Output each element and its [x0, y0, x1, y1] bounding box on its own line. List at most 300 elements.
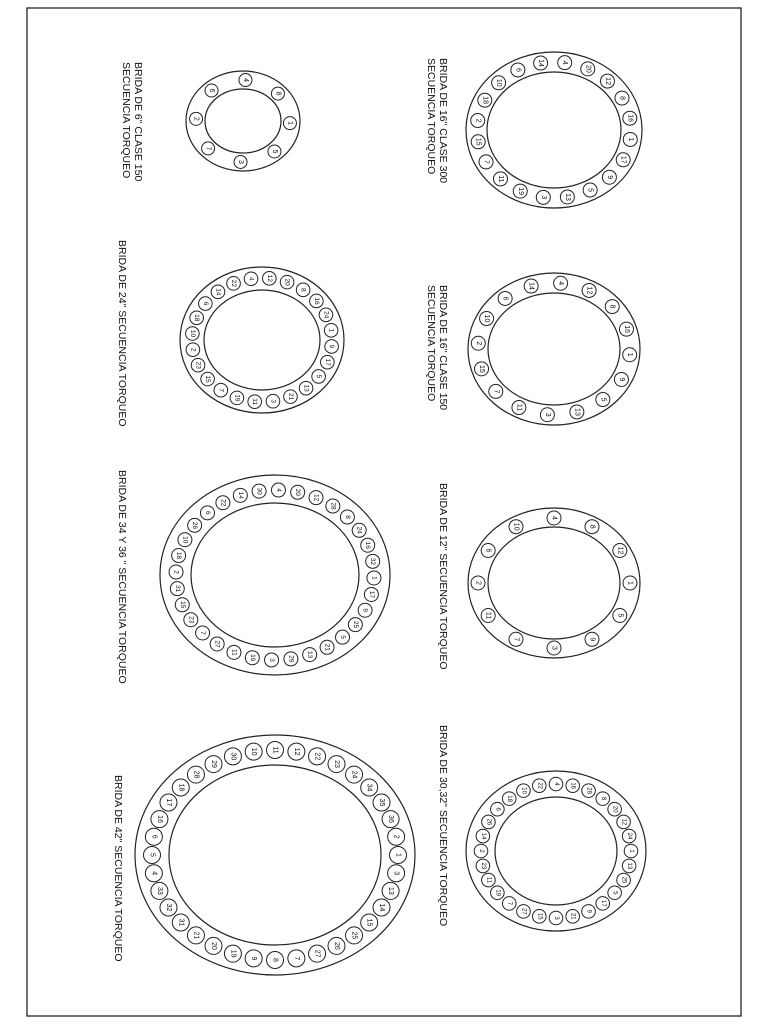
bolt-hole [623, 348, 637, 362]
bolt-sequence-number: 32 [164, 903, 172, 912]
bolt-sequence-number: 22 [313, 752, 321, 761]
bolt-sequence-number: 15 [204, 375, 212, 383]
bolt-hole [596, 393, 610, 407]
bolt-sequence-number: 19 [233, 394, 241, 402]
bolt-hole [624, 844, 638, 858]
bolt-hole [205, 84, 218, 97]
bolt-hole [191, 358, 205, 372]
bolt-hole [502, 897, 516, 911]
bolt-sequence-number: 21 [286, 393, 294, 401]
bolt-hole [388, 865, 405, 882]
bolt-sequence-number: 15 [474, 137, 482, 146]
bolt-sequence-number: 16 [626, 114, 634, 123]
bolt-sequence-number: 2 [192, 116, 200, 121]
bolt-hole [190, 311, 204, 325]
bolt-sequence-number: 20 [210, 942, 217, 950]
bolt-sequence-number: 19 [248, 654, 256, 662]
bolt-sequence-number: 7 [482, 159, 490, 164]
bolt-hole [312, 370, 326, 384]
bolt-hole [299, 381, 313, 395]
bolt-hole [494, 172, 508, 186]
bolt-sequence-number: 16 [312, 297, 320, 305]
bolt-sequence-number: 10 [181, 536, 189, 544]
bolt-hole [382, 882, 399, 899]
bolt-sequence-number: 23 [333, 760, 340, 768]
bolt-sequence-number: 2 [189, 347, 197, 352]
bolt-sequence-number: 6 [201, 301, 209, 306]
bolt-hole [284, 390, 298, 404]
bolt-sequence-number: 3 [553, 916, 559, 920]
bolt-sequence-number: 12 [265, 274, 273, 282]
bolt-hole [558, 56, 572, 70]
bolt-sequence-number: 2 [392, 834, 400, 839]
bolt-hole [172, 549, 186, 563]
bolt-sequence-number: 8 [274, 91, 282, 96]
bolt-hole [244, 272, 258, 286]
bolt-hole [585, 632, 599, 646]
bolt-sequence-number: 10 [250, 747, 258, 756]
flange-drawing [180, 267, 344, 413]
flange-drawing [160, 475, 390, 675]
bolt-sequence-number: 19 [229, 949, 237, 958]
flange-16in-class150 [425, 273, 640, 425]
bolt-hole [549, 777, 563, 791]
flange-bore-edge [487, 72, 621, 188]
bolt-sequence-number: 27 [313, 949, 321, 958]
bolt-sequence-number: 7 [506, 901, 513, 906]
bolt-hole [605, 300, 619, 314]
bolt-sequence-number: 2 [478, 849, 484, 853]
bolt-hole [326, 499, 340, 513]
flange-label-line: BRIDA DE 42" SECUENCIA TORQUEO [112, 775, 124, 962]
bolt-hole [596, 792, 610, 806]
bolt-hole [280, 275, 294, 289]
bolt-hole [175, 598, 189, 612]
bolt-hole [245, 950, 262, 967]
flange-bore-edge [201, 290, 323, 390]
bolt-hole [616, 153, 630, 167]
bolt-sequence-number: 4 [561, 60, 569, 65]
bolt-sequence-number: 18 [481, 96, 489, 105]
bolt-hole [266, 394, 280, 408]
bolt-hole [196, 626, 210, 640]
bolt-hole [566, 779, 580, 793]
bolt-hole [303, 648, 317, 662]
flange-drawing [186, 71, 300, 171]
bolt-sequence-number: 7 [512, 637, 520, 642]
bolt-hole [361, 914, 378, 931]
bolt-hole [613, 544, 627, 558]
bolt-sequence-number: 24 [626, 832, 633, 840]
bolt-hole [582, 784, 596, 798]
bolt-hole [320, 640, 334, 654]
bolt-hole [614, 372, 628, 386]
bolt-sequence-number: 8 [608, 304, 616, 309]
bolt-sequence-number: 26 [485, 818, 492, 826]
bolt-hole [205, 937, 222, 954]
bolt-sequence-number: 4 [241, 78, 249, 83]
bolt-hole [608, 886, 622, 900]
bolt-hole [230, 391, 244, 405]
bolt-hole [186, 327, 200, 341]
bolt-sequence-number: 11 [515, 403, 523, 412]
bolt-sequence-number: 12 [292, 747, 300, 756]
flange-label [437, 483, 449, 670]
bolt-sequence-number: 19 [516, 187, 524, 196]
bolt-hole [309, 491, 323, 505]
bolt-hole [263, 272, 277, 286]
flange-drawing [468, 508, 640, 658]
bolt-hole [623, 132, 637, 146]
bolt-hole [608, 802, 622, 816]
bolt-hole [617, 873, 631, 887]
bolt-hole [596, 897, 610, 911]
bolt-sequence-number: 9 [585, 909, 592, 914]
bolt-sequence-number: 13 [626, 862, 633, 870]
bolt-sequence-number: 19 [494, 889, 501, 897]
bolt-sequence-number: 14 [479, 832, 486, 840]
bolt-hole [214, 383, 228, 397]
bolt-hole [245, 651, 259, 665]
bolt-hole [352, 523, 366, 537]
bolt-hole [533, 779, 547, 793]
bolt-sequence-number: 15 [178, 601, 186, 609]
flange-12in [437, 483, 640, 670]
flange-label-line: BRIDA DE 6" CLASE 150 [132, 62, 144, 182]
bolt-sequence-number: 31 [173, 585, 181, 593]
bolt-sequence-number: 12 [616, 546, 624, 555]
bolt-sequence-number: 16 [155, 815, 163, 823]
bolt-hole [227, 645, 241, 659]
bolt-sequence-number: 17 [599, 900, 606, 907]
bolt-sequence-number: 8 [299, 288, 307, 292]
bolt-hole [234, 155, 247, 168]
bolt-hole [489, 384, 503, 398]
bolt-hole [600, 74, 614, 88]
bolt-sequence-number: 1 [394, 853, 402, 857]
bolt-hole [479, 155, 493, 169]
bolt-hole [328, 937, 345, 954]
flange-drawing [135, 735, 415, 975]
bolt-sequence-number: 26 [333, 942, 340, 950]
bolt-sequence-number: 6 [208, 88, 216, 93]
bolt-sequence-number: 5 [611, 891, 618, 895]
flange-34-36in [116, 470, 390, 684]
bolt-hole [319, 308, 333, 322]
bolt-sequence-number: 9 [328, 344, 336, 349]
bolt-sequence-number: 13 [306, 650, 314, 659]
bolt-hole [144, 847, 161, 864]
bolt-hole [533, 910, 547, 924]
bolt-hole [554, 276, 568, 290]
bolt-sequence-number: 21 [323, 643, 331, 651]
bolt-hole [566, 910, 580, 924]
bolt-hole [187, 766, 204, 783]
bolt-hole [309, 748, 326, 765]
bolt-hole [513, 184, 527, 198]
bolt-hole [170, 582, 184, 596]
bolt-hole [184, 613, 198, 627]
bolt-hole [491, 802, 505, 816]
bolt-hole [491, 886, 505, 900]
bolt-hole [321, 355, 335, 369]
bolt-hole [471, 576, 485, 590]
flange-6in-class150 [120, 62, 300, 184]
bolt-sequence-number: 25 [351, 621, 359, 629]
bolt-hole [476, 859, 490, 873]
bolt-sequence-number: 4 [247, 276, 255, 281]
bolt-hole [373, 794, 390, 811]
bolt-hole [498, 291, 512, 305]
bolt-hole [288, 950, 305, 967]
flange-label-line: BRIDA DE 24" SECUENCIA TORQUEO [116, 240, 128, 427]
bolt-hole [475, 362, 489, 376]
bolt-sequence-number: 3 [550, 646, 558, 650]
bolt-sequence-number: 18 [193, 314, 201, 322]
bolt-hole [619, 322, 633, 336]
bolt-hole [160, 794, 177, 811]
bolt-hole [373, 899, 390, 916]
bolt-sequence-number: 14 [378, 903, 386, 912]
bolt-sequence-number: 6 [484, 548, 492, 553]
bolt-sequence-number: 16 [622, 325, 630, 334]
flange-label-line: SECUENCIA TORQUEO [425, 285, 437, 402]
bolt-sequence-number: 2 [474, 341, 482, 346]
bolt-sequence-number: 11 [485, 876, 492, 884]
bolt-hole [367, 571, 381, 585]
bolt-sequence-number: 9 [250, 956, 258, 961]
bolt-sequence-number: 1 [626, 352, 634, 357]
bolt-sequence-number: 6 [514, 68, 522, 72]
bolt-sequence-number: 24 [322, 311, 330, 319]
bolt-sequence-number: 16 [569, 782, 576, 790]
bolt-sequence-number: 14 [537, 59, 545, 67]
flange-30-32in [437, 725, 646, 931]
bolt-sequence-number: 1 [327, 328, 335, 333]
bolt-hole [205, 756, 222, 773]
bolt-sequence-number: 11 [271, 746, 279, 754]
bolt-sequence-number: 9 [605, 175, 613, 180]
bolt-hole [480, 312, 494, 326]
bolt-sequence-number: 10 [495, 78, 503, 87]
bolt-sequence-number: 6 [203, 511, 211, 515]
flange-outer-edge [468, 273, 640, 425]
bolt-hole [471, 114, 485, 128]
bolt-hole [288, 743, 305, 760]
bolt-hole [346, 927, 363, 944]
bolt-hole [509, 632, 523, 646]
bolt-hole [622, 829, 636, 843]
flange-label [116, 470, 128, 684]
bolt-sequence-number: 36 [387, 815, 395, 823]
bolt-sequence-number: 17 [619, 155, 627, 164]
bolt-sequence-number: 5 [586, 188, 594, 192]
bolt-hole [509, 520, 523, 534]
bolt-sequence-number: 9 [588, 637, 596, 642]
bolt-sequence-number: 9 [617, 377, 625, 382]
bolt-sequence-number: 1 [628, 849, 634, 853]
bolt-hole [524, 279, 538, 293]
bolt-sequence-number: 12 [603, 77, 611, 85]
bolt-hole [382, 811, 399, 828]
bolt-hole [346, 766, 363, 783]
bolt-sequence-number: 35 [378, 798, 386, 807]
bolt-hole [267, 952, 284, 969]
bolt-sequence-number: 33 [155, 887, 163, 895]
bolt-sequence-number: 1 [626, 137, 634, 142]
bolt-hole [583, 183, 597, 197]
bolt-sequence-number: 27 [520, 908, 527, 915]
bolt-sequence-number: 7 [492, 389, 500, 394]
flange-label-line: BRIDA DE 16" CLASE 300 [437, 58, 449, 184]
bolt-hole [623, 111, 637, 125]
bolt-hole [478, 93, 492, 107]
bolt-sequence-number: 31 [177, 918, 185, 927]
bolt-sequence-number: 13 [302, 384, 310, 392]
flange-42in [112, 735, 415, 975]
bolt-hole [309, 945, 326, 962]
flange-drawing [468, 273, 640, 425]
bolt-hole [284, 652, 298, 666]
flange-label-line: BRIDA DE 16" CLASE 150 [437, 285, 449, 411]
bolt-sequence-number: 5 [270, 149, 278, 154]
bolt-sequence-number: 22 [230, 279, 238, 287]
flange-label-line: SECUENCIA TORQUEO [425, 58, 437, 175]
flange-label [425, 58, 449, 186]
bolt-hole [582, 283, 596, 297]
bolt-hole [502, 792, 516, 806]
bolt-hole [560, 190, 574, 204]
flange-bore-edge [495, 797, 617, 905]
flange-24in [116, 240, 344, 427]
bolt-hole [160, 899, 177, 916]
bolt-sequence-number: 10 [512, 522, 520, 531]
bolt-sequence-number: 10 [483, 314, 491, 323]
bolt-sequence-number: 32 [369, 557, 377, 565]
bolt-sequence-number: 2 [172, 570, 180, 574]
bolt-hole [471, 135, 485, 149]
bolt-hole [233, 488, 247, 502]
bolt-sequence-number: 1 [370, 576, 378, 580]
bolt-sequence-number: 3 [543, 412, 551, 417]
bolt-hole [296, 283, 310, 297]
bolt-sequence-number: 13 [573, 408, 581, 416]
bolt-sequence-number: 10 [520, 787, 527, 794]
flange-bore-edge [488, 293, 620, 405]
bolt-hole [151, 811, 168, 828]
flange-outer-edge [466, 52, 642, 208]
bolt-sequence-number: 13 [387, 887, 395, 895]
flange-label [116, 240, 128, 427]
flange-label [112, 775, 124, 962]
bolt-hole [388, 828, 405, 845]
bolt-sequence-number: 5 [339, 635, 347, 639]
bolt-hole [582, 905, 596, 919]
flange-label [120, 62, 144, 184]
bolt-hole [186, 343, 200, 357]
bolt-hole [291, 485, 305, 499]
bolt-sequence-number: 2 [474, 118, 482, 123]
bolt-sequence-number: 1 [286, 121, 294, 126]
bolt-hole [581, 62, 595, 76]
bolt-sequence-number: 30 [229, 752, 237, 761]
bolt-hole [267, 742, 284, 759]
bolt-hole [145, 828, 162, 845]
bolt-sequence-number: 5 [148, 853, 156, 857]
bolt-sequence-number: 3 [539, 195, 547, 200]
bolt-hole [201, 372, 215, 386]
flange-16in-class300 [425, 52, 642, 208]
flange-outer-edge [466, 771, 646, 931]
bolt-sequence-number: 24 [350, 770, 358, 779]
bolt-hole [151, 882, 168, 899]
bolt-hole [172, 914, 189, 931]
bolt-sequence-number: 9 [361, 608, 369, 613]
bolt-hole [476, 829, 490, 843]
bolt-hole [348, 618, 362, 632]
bolt-sequence-number: 8 [271, 958, 279, 962]
flange-bore-edge [191, 503, 359, 647]
bolt-sequence-number: 14 [527, 282, 535, 290]
bolt-hole [210, 637, 224, 651]
bolt-hole [511, 63, 525, 77]
bolt-sequence-number: 25 [620, 876, 627, 884]
bolt-hole [540, 408, 554, 422]
bolt-sequence-number: 11 [484, 611, 492, 620]
bolt-sequence-number: 22 [536, 782, 543, 790]
flange-label-line: BRIDA DE 30,32" SECUENCIA TORQUEO [437, 725, 449, 927]
bolt-sequence-number: 3 [392, 871, 400, 876]
bolt-sequence-number: 12 [620, 818, 627, 826]
bolt-hole [547, 511, 561, 525]
flange-outer-edge [468, 508, 640, 658]
bolt-hole [471, 336, 485, 350]
bolt-sequence-number: 28 [192, 770, 200, 779]
bolt-hole [190, 112, 203, 125]
flange-label-line: BRIDA DE 12" SECUENCIA TORQUEO [437, 483, 449, 670]
bolt-sequence-number: 3 [237, 159, 245, 164]
bolt-sequence-number: 22 [219, 499, 227, 507]
bolt-hole [481, 609, 495, 623]
bolt-hole [534, 56, 548, 70]
bolt-sequence-number: 12 [585, 286, 593, 295]
bolt-sequence-number: 23 [194, 361, 202, 369]
bolt-sequence-number: 20 [294, 488, 302, 496]
bolt-sequence-number: 15 [536, 912, 543, 920]
bolt-sequence-number: 4 [274, 488, 282, 492]
flange-outer-edge [135, 735, 415, 975]
bolt-sequence-number: 11 [497, 175, 505, 183]
bolt-hole [547, 641, 561, 655]
bolt-hole [169, 565, 183, 579]
bolt-sequence-number: 13 [563, 193, 571, 201]
bolt-hole [361, 538, 375, 552]
bolt-hole [517, 905, 531, 919]
bolt-hole [512, 401, 526, 415]
bolt-sequence-number: 18 [506, 795, 513, 802]
bolt-sequence-number: 5 [599, 397, 607, 402]
bolt-hole [199, 297, 213, 311]
bolt-hole [145, 865, 162, 882]
bolt-hole [216, 496, 230, 510]
bolt-sequence-number: 3 [268, 658, 276, 662]
bolt-sequence-number: 11 [251, 398, 259, 406]
flange-bore-edge [205, 89, 281, 153]
bolt-sequence-number: 26 [191, 521, 199, 529]
bolt-sequence-number: 16 [364, 541, 372, 549]
flange-label [425, 285, 449, 413]
bolt-sequence-number: 3 [269, 399, 277, 404]
